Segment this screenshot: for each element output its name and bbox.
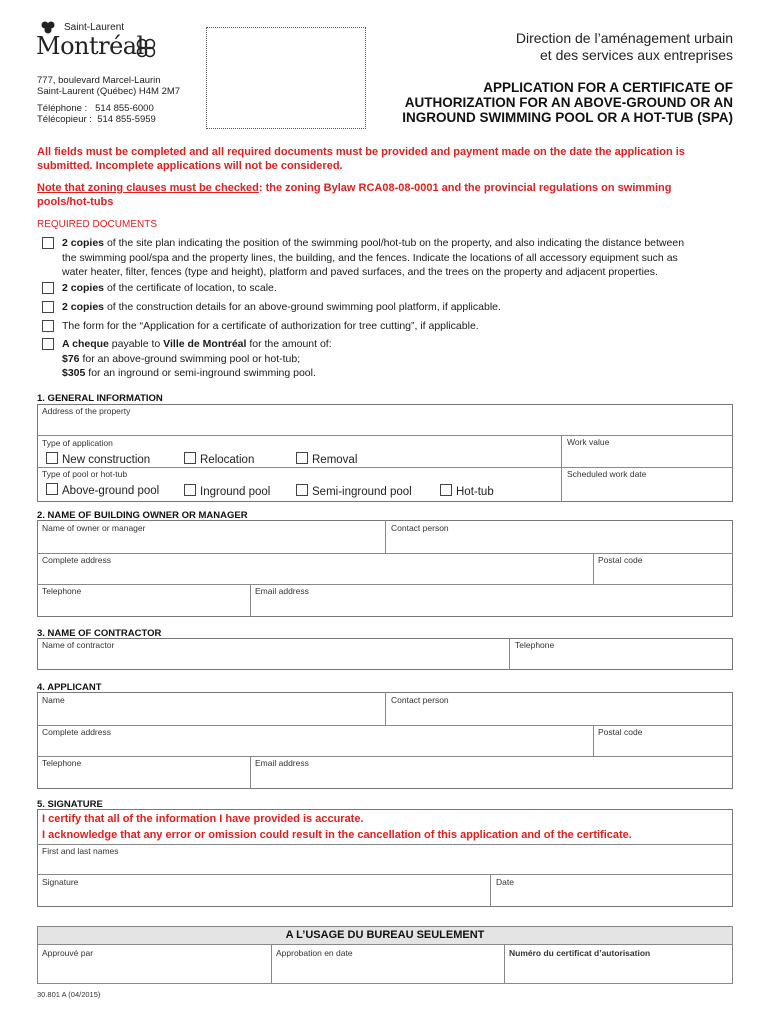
type-application-label: Type of application: [42, 438, 113, 448]
doc-cheque-mid: payable to: [108, 338, 164, 350]
type-pool-label: Type of pool or hot-tub: [42, 469, 128, 479]
pool-above-ground-checkbox[interactable]: [46, 483, 58, 495]
montreal-rosette-icon: [134, 36, 158, 60]
doc-site-plan-line2: the swimming pool/spa and the property lines, the building, and the fences. Indicate the locations of all accessory equipment such as: [62, 251, 678, 264]
contractor-name-label: Name of contractor: [42, 640, 115, 650]
divider: [37, 874, 733, 875]
doc-certificate-location-bold: 2 copies: [62, 282, 105, 294]
phone-line: [37, 103, 180, 114]
divider: [250, 756, 251, 789]
applicant-telephone-label: Telephone: [42, 758, 82, 768]
zoning-notice: [37, 181, 737, 209]
fax-value: 514 855-5959: [97, 114, 156, 125]
owner-telephone-label: Telephone: [42, 586, 82, 596]
section4-title: 4. APPLICANT: [37, 682, 102, 693]
doc-construction-details-rest: of the construction details for an above-ground swimming pool platform, if applicable.: [104, 301, 501, 313]
section3-title: 3. NAME OF CONTRACTOR: [37, 628, 162, 639]
notice-line2: submitted. Incomplete applications will not be considered.: [37, 160, 343, 172]
applicant-address-label: Complete address: [42, 727, 111, 737]
owner-address-label: Complete address: [42, 555, 111, 565]
doc-certificate-location-text: [62, 281, 742, 296]
pool-semi-inground[interactable]: [296, 484, 412, 498]
approbation-date-label: Approbation en date: [276, 948, 353, 958]
app-new-construction[interactable]: [46, 452, 150, 466]
divider: [561, 435, 562, 502]
section1-title: 1. GENERAL INFORMATION: [37, 393, 163, 404]
doc-cheque-text: [62, 337, 742, 381]
pool-hot-tub-label: Hot-tub: [456, 486, 494, 498]
zoning-line2: pools/hot-tubs: [37, 196, 114, 208]
doc-cheque-bold1: A cheque: [62, 338, 109, 350]
doc-site-plan-line1: of the site plan indicating the position of the swimming pool/hot-tub on the property, and also indicating the distance between: [104, 237, 685, 249]
address-line1: 777, boulevard Marcel-Laurin: [37, 75, 161, 86]
divider: [250, 584, 251, 617]
pool-inground-label: Inground pool: [200, 486, 271, 498]
department-line2: et des services aux entreprises: [540, 47, 733, 63]
doc-certificate-location-rest: of the certificate of location, to scale.: [104, 282, 277, 294]
divider: [37, 435, 733, 436]
scheduled-date-label: Scheduled work date: [567, 469, 647, 479]
zoning-rest: : the zoning Bylaw RCA08-08-0001 and the provincial regulations on swimming: [258, 182, 672, 194]
owner-name-label: Name of owner or manager: [42, 523, 146, 533]
required-documents-heading: REQUIRED DOCUMENTS: [37, 219, 158, 230]
doc-construction-details-bold: 2 copies: [62, 301, 105, 313]
signature-label: Signature: [42, 877, 79, 887]
pool-inground-checkbox[interactable]: [184, 484, 196, 496]
form-title: [353, 80, 733, 125]
doc-cheque: [42, 337, 742, 381]
applicant-postal-label: Postal code: [598, 727, 643, 737]
applicant-name-label: Name: [42, 695, 65, 705]
divider: [509, 638, 510, 670]
divider: [385, 520, 386, 553]
pool-hot-tub[interactable]: [440, 484, 494, 498]
doc-certificate-location-checkbox[interactable]: [42, 282, 54, 294]
phone-value: 514 855-6000: [95, 103, 154, 114]
doc-site-plan-line3: water heater, filter, fences (type and height), platform and paved surfaces, and the trees on the property and adjacent properties.: [62, 266, 658, 278]
section5-title: 5. SIGNATURE: [37, 799, 103, 810]
title-line1: APPLICATION FOR A CERTIFICATE OF: [483, 80, 733, 95]
pool-inground[interactable]: [184, 484, 270, 498]
doc-site-plan-bold: 2 copies: [62, 237, 105, 249]
names-label: First and last names: [42, 846, 119, 856]
doc-cheque-amount1-text: for an above-ground swimming pool or hot-tub;: [79, 352, 301, 365]
pool-semi-inground-label: Semi-inground pool: [312, 486, 412, 498]
divider: [37, 553, 733, 554]
zoning-underlined: Note that zoning clauses must be checked: [37, 182, 259, 194]
title-line2: AUTHORIZATION FOR AN ABOVE-GROUND OR AN: [404, 95, 733, 110]
certificate-number-label: Numéro du certificat d’autorisation: [509, 948, 651, 958]
pool-above-ground[interactable]: [46, 483, 159, 497]
divider: [490, 874, 491, 907]
form-number: 30.801 A (04/2015): [37, 990, 101, 999]
section3-box: [37, 638, 733, 670]
date-label: Date: [496, 877, 514, 887]
address-line2: Saint-Laurent (Québec) H4M 2M7: [37, 86, 181, 97]
doc-cheque-bold2: Ville de Montréal: [163, 338, 247, 350]
completion-notice: [37, 145, 737, 173]
municipal-address: [37, 75, 180, 125]
doc-cheque-amount2-text: for an inground or semi-inground swimming pool.: [85, 367, 316, 379]
app-new-construction-label: New construction: [62, 454, 151, 466]
app-removal[interactable]: [296, 452, 357, 466]
divider: [37, 756, 733, 757]
app-relocation[interactable]: [184, 452, 254, 466]
department-line1: Direction de l’aménagement urbain: [515, 30, 733, 46]
app-removal-checkbox[interactable]: [296, 452, 308, 464]
divider: [504, 945, 505, 984]
doc-cheque-amount1: $76: [62, 352, 80, 365]
app-relocation-label: Relocation: [200, 454, 255, 466]
doc-tree-cutting-form: [42, 319, 742, 334]
divider: [271, 945, 272, 984]
doc-construction-details-checkbox[interactable]: [42, 301, 54, 313]
owner-postal-label: Postal code: [598, 555, 643, 565]
doc-cheque-end: for the amount of:: [246, 338, 332, 350]
doc-construction-details: [42, 300, 742, 315]
phone-label: Téléphone :: [37, 103, 88, 114]
doc-cheque-amount2: $305: [62, 367, 86, 379]
divider: [37, 467, 733, 468]
app-relocation-checkbox[interactable]: [184, 452, 196, 464]
contractor-telephone-label: Telephone: [515, 640, 555, 650]
divider: [37, 584, 733, 585]
pool-hot-tub-checkbox[interactable]: [440, 484, 452, 496]
title-line3: INGROUND SWIMMING POOL OR A HOT-TUB (SPA): [402, 110, 733, 125]
applicant-contact-label: Contact person: [391, 695, 449, 705]
app-new-construction-checkbox[interactable]: [46, 452, 58, 464]
doc-site-plan: [42, 236, 742, 280]
doc-site-plan-checkbox[interactable]: [42, 237, 54, 249]
reception-stamp-box: [206, 27, 366, 129]
office-heading: A L’USAGE DU BUREAU SEULEMENT: [285, 929, 485, 941]
acknowledge-statement: I acknowledge that any error or omission could result in the cancellation of this application and of the certificate.: [42, 829, 632, 841]
logo: [36, 22, 176, 70]
owner-contact-label: Contact person: [391, 523, 449, 533]
work-value-label: Work value: [567, 437, 610, 447]
property-address-label: Address of the property: [42, 406, 131, 416]
doc-certificate-location: [42, 281, 742, 296]
divider: [37, 844, 733, 845]
fax-line: [37, 114, 180, 125]
doc-site-plan-text: [62, 236, 742, 280]
doc-cheque-checkbox[interactable]: [42, 338, 54, 350]
app-removal-label: Removal: [312, 454, 358, 466]
doc-tree-cutting-form-checkbox[interactable]: [42, 320, 54, 332]
applicant-email-label: Email address: [255, 758, 309, 768]
fax-label: Télécopieur :: [37, 114, 92, 125]
logo-big-text: Montréal: [36, 32, 144, 60]
divider: [593, 725, 594, 756]
logo-small-text: Saint-Laurent: [64, 22, 125, 33]
divider: [385, 692, 386, 725]
department-name: [433, 30, 733, 64]
approved-by-label: Approuvé par: [42, 948, 94, 958]
certify-statement: I certify that all of the information I have provided is accurate.: [42, 813, 364, 825]
owner-email-label: Email address: [255, 586, 309, 596]
pool-semi-inground-checkbox[interactable]: [296, 484, 308, 496]
doc-tree-cutting-form-text: The form for the “Application for a certificate of authorization for tree cutting”, if applicable.: [62, 320, 479, 332]
notice-line1: All fields must be completed and all required documents must be provided and payment made on the date the application is: [37, 146, 685, 158]
pool-above-ground-label: Above-ground pool: [62, 485, 160, 497]
section2-title: 2. NAME OF BUILDING OWNER OR MANAGER: [37, 510, 248, 521]
divider: [593, 553, 594, 584]
divider: [37, 725, 733, 726]
doc-construction-details-text: [62, 300, 742, 315]
